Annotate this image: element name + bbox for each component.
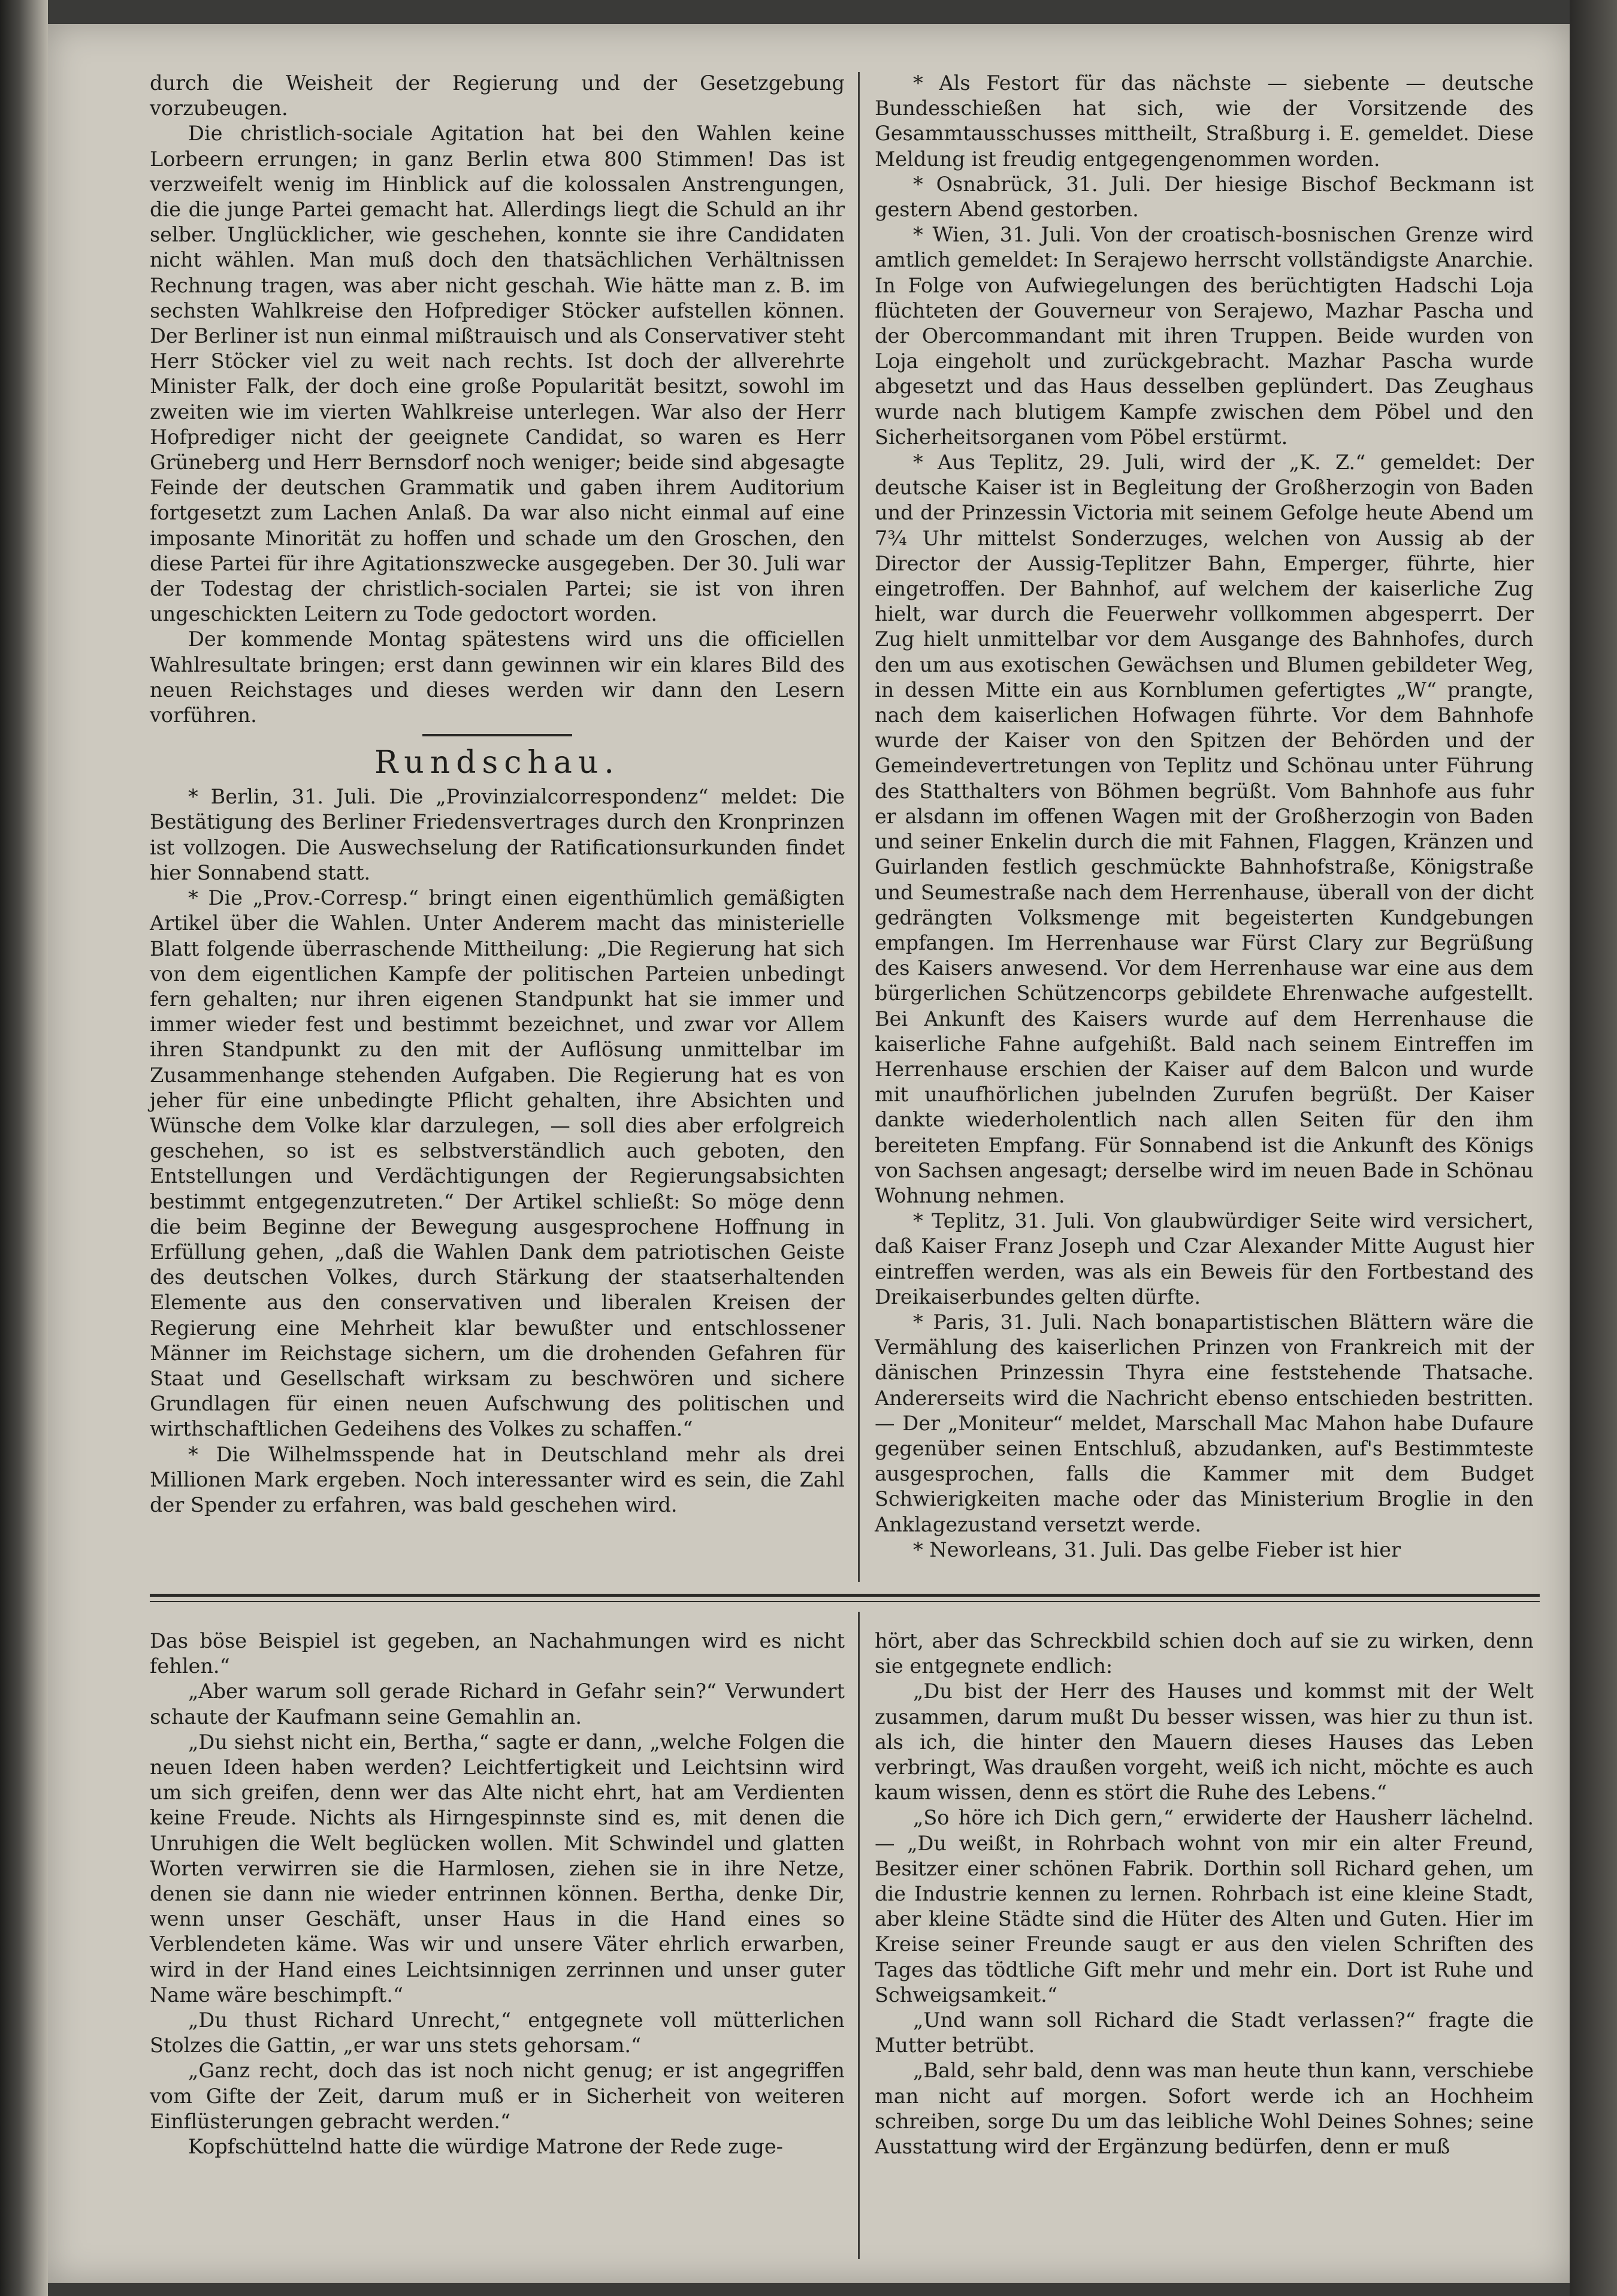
news-item: * Neworleans, 31. Juli. Das gelbe Fieber ist hier xyxy=(913,1537,1401,1561)
page-gutter xyxy=(1570,0,1617,2296)
story-paragraph: „Aber warum soll gerade Richard in Gefahr sein?“ Verwundert schaute der Kaufmann seine Gemahlin an. xyxy=(150,1679,845,1729)
paragraph: Der kommende Montag spätestens wird uns die officiellen Wahlresultate bringen; erst dann gewinnen wir ein klares Bild des neuen Reichstages und dieses werden wir dann den Lesern vorführen. xyxy=(150,627,845,727)
book-edge xyxy=(0,0,48,2296)
story-paragraph: „Bald, sehr bald, denn was man heute thun kann, verschiebe man nicht auf morgen. Sofort werde ich an Hochheim schreiben, sorge Du um das leibliche Wohl Deines Sohnes; seine Ausstattung wird der Ergänzung bedürfen, denn er muß xyxy=(875,2059,1534,2159)
paragraph: Die christlich-sociale Agitation hat bei den Wahlen keine Lorbeern errungen; in ganz Berlin etwa 800 Stimmen! Das ist verzweifelt wenig im Hinblick auf die kolossalen Anstrengungen, die die junge Partei gemacht hat. Allerdings liegt die Schuld an ihr selber. Unglücklicher, wie geschehen, konnte sie ihre Candidaten nicht wählen. Man muß doch den thatsächlichen Verhältnissen Rechnung tragen, was aber nicht geschah. Wie hätte man z. B. im sechsten Wahlkreise den Hofprediger Stöcker aufstellen können. Der Berliner ist nun einmal mißtrauisch und als Conservativer steht Herr Stöcker viel zu weit nach rechts. Ist doch der allverehrte Minister Falk, der doch eine große Popularität besitzt, sowohl im zweiten wie im vierten Wahlkreise unterlegen. War also der Herr Hofprediger nicht der geeignete Candidat, so waren es Herr Grüneberg und Herr Bernsdorf noch weniger; beide sind abgesagte Feinde der deutschen Grammatik und gaben ihrem Auditorium fortgesetzt zum Lachen Anlaß. Da war also nicht einmal auf eine imposante Minorität zu hoffen und schade um den Groschen, den diese Partei für ihre Agitationszwecke ausgegeben. Der 30. Juli war der Todestag der christlich-socialen Partei; sie ist von ihren ungeschickten Leitern zu Tode gedoctort worden. xyxy=(150,122,845,626)
story-paragraph: „Und wann soll Richard die Stadt verlassen?“ fragte die Mutter betrübt. xyxy=(875,2008,1534,2058)
paragraph: durch die Weisheit der Regierung und der Gesetzgebung vorzubeugen. xyxy=(150,71,845,120)
story-paragraph: Das böse Beispiel ist gegeben, an Nachahmungen wird es nicht fehlen.“ xyxy=(150,1629,845,1678)
story-paragraph: „Ganz recht, doch das ist noch nicht genug; er ist angegriffen vom Gifte der Zeit, darum muß er in Sicherheit von weiteren Einflüsterungen gebracht werden.“ xyxy=(150,2059,845,2133)
column-top-right xyxy=(875,71,1534,1563)
feuilleton-rule-thin xyxy=(150,1601,1540,1602)
column-divider-top xyxy=(858,72,860,1582)
feuilleton-column-left xyxy=(150,1629,845,2159)
news-item: * Aus Teplitz, 29. Juli, wird der „K. Z.“ gemeldet: Der deutsche Kaiser ist in Begleitung der Großherzogin von Baden und der Prinzessin Victoria mit seinem Gefolge heute Abend um 7¾ Uhr mittelst Sonderzuges, welchen von Aussig ab der Director der Aussig-Teplitzer Bahn, Emperger, führte, hier eingetroffen. Der Bahnhof, auf welchem der kaiserliche Zug hielt, war durch die Feuerwehr vollkommen abgesperrt. Der Zug hielt unmittelbar vor dem Ausgange des Bahnhofes, durch den um aus exotischen Gewächsen und Blumen gebildeter Weg, in dessen Mitte ein aus Kornblumen gefertigtes „W“ prangte, nach dem kaiserlichen Hofwagen führte. Vor dem Bahnhofe wurde der Kaiser von den Spitzen der Behörden und der Gemeindevertretungen von Teplitz und Schönau unter Führung des Statthalters von Böhmen begrüßt. Vom Bahnhofe aus fuhr er alsdann im offenen Wagen mit der Großherzogin von Baden und seiner Enkelin durch die mit Fahnen, Flaggen, Kränzen und Guirlanden festlich geschmückte Bahnhofstraße, Königstraße und Seumestraße nach dem Herrenhause, überall von der dicht gedrängten Volksmenge mit begeisterten Kundgebungen empfangen. Im Herrenhause war Fürst Clary zur Begrüßung des Kaisers anwesend. Vor dem Herrenhause war eine aus dem bürgerlichen Schützencorps gebildete Ehrenwache aufgestellt. Bei Ankunft des Kaisers wurde auf dem Herrenhause die kaiserliche Fahne aufgehißt. Bald nach seinem Eintreffen im Herrenhause erschien der Kaiser auf dem Balcon und wurde mit unaufhörlichen jubelnden Zurufen begrüßt. Der Kaiser dankte wiederholentlich nach allen Seiten für den ihm bereiteten Empfang. Für Sonnabend ist die Ankunft des Königs von Sachsen angesagt; derselbe wird im neuen Bade in Schönau Wohnung nehmen. xyxy=(875,451,1534,1207)
news-item: * Berlin, 31. Juli. Die „Provinzialcorrespondenz“ meldet: Die Bestätigung des Berliner Friedensvertrages durch den Kronprinzen ist vollzogen. Die Auswechselung der Ratificationsurkunden findet hier Sonnabend statt. xyxy=(150,785,845,884)
feuilleton-column-right xyxy=(875,1629,1534,2159)
story-paragraph: „Du siehst nicht ein, Bertha,“ sagte er dann, „welche Folgen die neuen Ideen haben werden? Leichtfertigkeit und Leichtsinn wird um sich greifen, denn wer das Alte nicht ehrt, hat am Verdienten keine Freude. Nichts als Hirngespinnste sind es, mit denen die Unruhigen die Welt beglücken wollen. Mit Schwindel und glatten Worten verwirren sie die Harmlosen, ziehen sie in ihre Netze, denen sie dann nie wieder entrinnen können. Bertha, denke Dir, wenn unser Geschäft, unser Haus in die Hand eines so Verblendeten käme. Was wir und unsere Väter ehrlich erwarben, wird in der Hand eines Leichtsinnigen zerrinnen und unser guter Name wäre beschimpft.“ xyxy=(150,1730,845,2007)
column-divider-bottom xyxy=(858,1612,860,2259)
news-item: * Wien, 31. Juli. Von der croatisch-bosnischen Grenze wird amtlich gemeldet: In Serajewo herrscht vollständigste Anarchie. In Folge von Aufwiegelungen des berüchtigten Hadschi Loja flüchteten der Gouverneur von Serajewo, Mazhar Pascha und der Obercommandant mit ihren Truppen. Beide wurden von Loja eingeholt und zurückgebracht. Mazhar Pascha wurde abgesetzt und das Haus desselben geplündert. Das Zeughaus wurde nach blutigem Kampfe zwischen dem Pöbel und den Sicherheitsorganen vom Pöbel erstürmt. xyxy=(875,223,1534,449)
news-item: * Paris, 31. Juli. Nach bonapartistischen Blättern wäre die Vermählung des kaiserlichen Prinzen von Frankreich mit der dänischen Prinzessin Thyra eine feststehende Thatsache. Andererseits wird die Nachricht ebenso entschieden bestritten. — Der „Moniteur“ meldet, Marschall Mac Mahon habe Dufaure gegenüber seinen Entschluß, abzudanken, auf's Bestimmteste ausgesprochen, falls die Kammer mit dem Budget Schwierigkeiten mache oder das Ministerium Broglie in den Anklagezustand versetzt werde. xyxy=(875,1310,1534,1536)
news-item: * Teplitz, 31. Juli. Von glaubwürdiger Seite wird versichert, daß Kaiser Franz Joseph und Czar Alexander Mitte August hier eintreffen werden, was als ein Beweis für den Fortbestand des Dreikaiserbundes gelten dürfte. xyxy=(875,1209,1534,1309)
section-rule xyxy=(422,734,572,736)
news-item: * Die „Prov.-Corresp.“ bringt einen eigenthümlich gemäßigten Artikel über die Wahlen. Unter Anderem macht das ministerielle Blatt folgende überraschende Mittheilung: „Die Regierung hat sich von dem eigentlichen Kampfe der politischen Parteien unbedingt fern gehalten; nur ihren eigenen Standpunkt hat sie immer und immer wieder fest und bestimmt bezeichnet, und zwar vor Allem ihren Standpunkt zu den mit der Auflösung unmittelbar im Zusammenhange stehenden Aufgaben. Die Regierung hat es von jeher für eine unbedingte Pflicht gehalten, ihre Absichten und Wünsche dem Volke klar darzulegen, — soll dies aber erfolgreich geschehen, so ist es selbstverständlich auch geboten, den Entstellungen und Verdächtigungen der Regierungsabsichten bestimmt entgegenzutreten.“ Der Artikel schließt: So möge denn die beim Beginne der Bewegung ausgesprochene Hoffnung in Erfüllung gehen, „daß die Wahlen Dank dem patriotischen Geiste des deutschen Volkes, durch Stärkung der staatserhaltenden Elemente aus den conservativen und liberalen Kreisen der Regierung eine Mehrheit klar bewußter und entschlossener Männer im Reichstage sichern, um die drohenden Gefahren für Staat und Gesellschaft wirksam zu beschwören und sichere Grundlagen für einen neuen Aufschwung des politischen und wirthschaftlichen Gedeihens des Volkes zu schaffen.“ xyxy=(150,886,845,1441)
story-paragraph: „Du thust Richard Unrecht,“ entgegnete voll mütterlichen Stolzes die Gattin, „er war uns stets gehorsam.“ xyxy=(150,2008,845,2058)
story-paragraph: Kopfschüttelnd hatte die würdige Matrone der Rede zuge- xyxy=(188,2135,783,2159)
news-item: * Die Wilhelmsspende hat in Deutschland mehr als drei Millionen Mark ergeben. Noch interessanter wird es sein, die Zahl der Spender zu erfahren, was bald geschehen wird. xyxy=(150,1442,845,1516)
news-item: * Osnabrück, 31. Juli. Der hiesige Bischof Beckmann ist gestern Abend gestorben. xyxy=(875,172,1534,222)
news-item: * Als Festort für das nächste — siebente — deutsche Bundesschießen hat sich, wie der Vorsitzende des Gesammtausschusses mittheilt, Straßburg i. E. gemeldet. Diese Meldung ist freudig entgegengenommen worden. xyxy=(875,71,1534,171)
story-paragraph: „So höre ich Dich gern,“ erwiderte der Hausherr lächelnd. — „Du weißt, in Rohrbach wohnt von mir ein alter Freund, Besitzer einer schönen Fabrik. Dorthin soll Richard gehen, um die Industrie kennen zu lernen. Rohrbach ist eine kleine Stadt, aber kleine Städte sind die Hüter des Alten und Guten. Hier im Kreise seiner Freunde saugt er aus den vielen Schriften des Tages das tödtliche Gift mehr und mehr ein. Dort ist Ruhe und Schweigsamkeit.“ xyxy=(875,1806,1534,2007)
story-paragraph: „Du bist der Herr des Hauses und kommst mit der Welt zusammen, darum mußt Du besser wissen, was hier zu thun ist. als ich, die hinter den Mauern dieses Hauses das Leben verbringt, Was draußen vorgeht, weiß ich nicht, möchte es auch kaum wissen, denn es stört die Ruhe des Lebens.“ xyxy=(875,1679,1534,1805)
story-paragraph: hört, aber das Schreckbild schien doch auf sie zu wirken, denn sie entgegnete endlich: xyxy=(875,1629,1534,1678)
column-top-left xyxy=(150,71,845,1518)
feuilleton-rule-thick xyxy=(150,1594,1540,1597)
section-heading-rundschau: Rundschau. xyxy=(374,745,620,781)
